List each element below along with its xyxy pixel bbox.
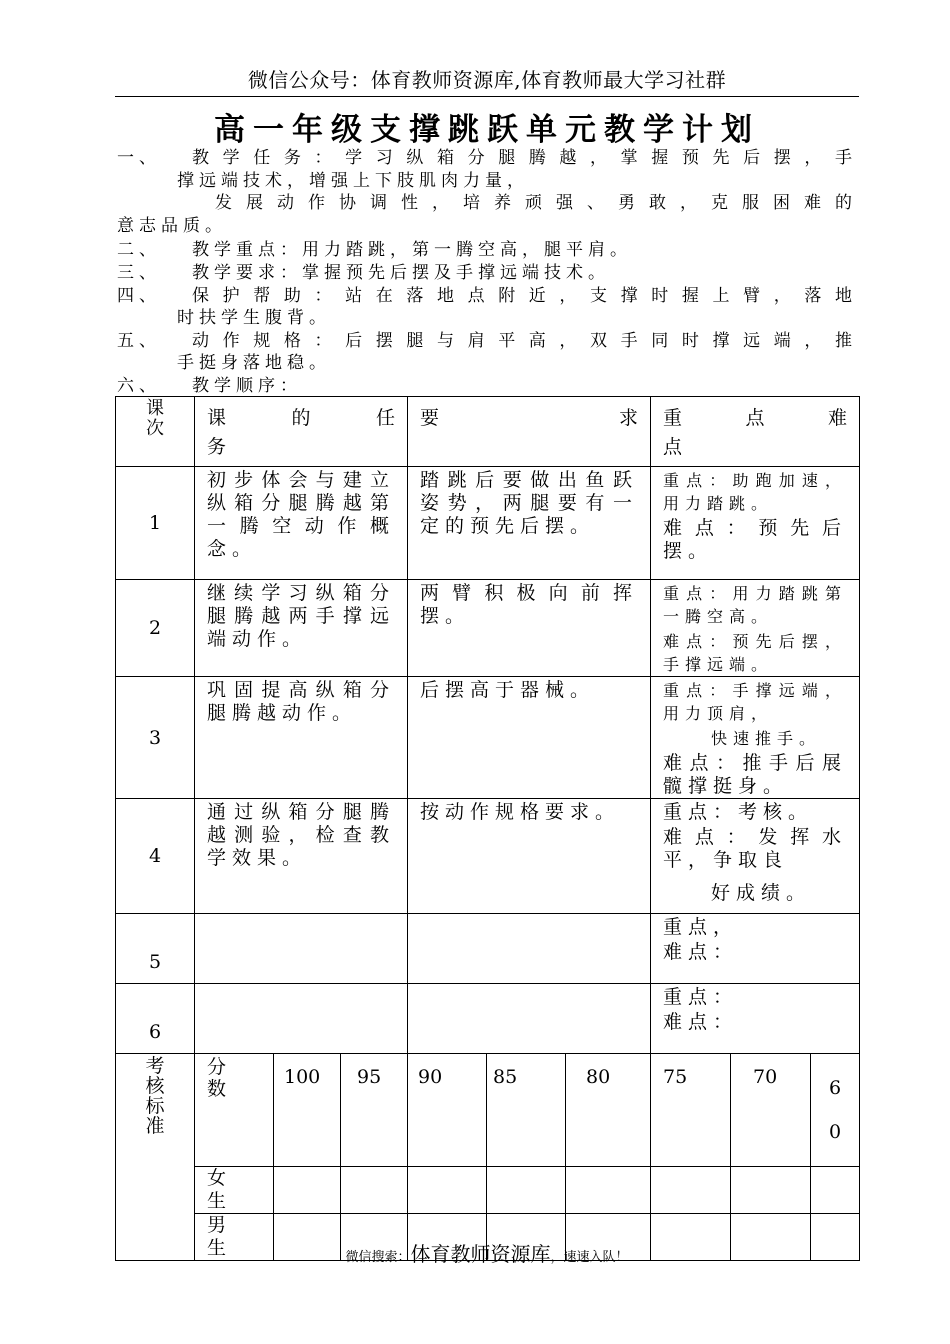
female-row — [116, 1167, 860, 1214]
key-cell: 重点：手撑远端，用力顶肩， 快速推手。 难点：推手后展髋撑挺身。 — [651, 677, 860, 799]
section-1-label: 一、 — [117, 148, 161, 168]
score-value: 70 — [731, 1054, 811, 1167]
table-row — [116, 677, 860, 799]
task-cell: 初步体会与建立纵箱分腿腾越第一腾空动作概念。 — [195, 467, 408, 580]
section-4-cont: 时扶学生腹背。 — [177, 308, 331, 328]
section-1-cont: 撑远端技术，增强上下肢肌肉力量， — [177, 171, 529, 191]
score-value: 100 — [274, 1054, 341, 1167]
header-lesson: 课次 — [116, 397, 195, 467]
table-row — [116, 984, 860, 1054]
task-cell: 通过纵箱分腿腾越测验，检查教学效果。 — [195, 799, 408, 914]
requirement-cell: 踏跳后要做出鱼跃姿势，两腿要有一定的预先后摆。 — [408, 467, 651, 580]
section-4-label: 四、 — [117, 286, 161, 306]
score-value: 90 — [408, 1054, 487, 1167]
lesson-number: 2 — [116, 580, 195, 677]
table-row — [116, 580, 860, 677]
key-cell: 重点：用力踏跳第一腾空高。 难点：预先后摆，手撑远端。 — [651, 580, 860, 677]
key-cell: 重点：考核。 难点：发挥水平，争取良 好成绩。 — [651, 799, 860, 914]
lesson-number: 6 — [116, 984, 195, 1054]
section-2-text: 教学重点：用力踏跳，第一腾空高，腿平肩。 — [192, 240, 632, 260]
score-row — [116, 1054, 860, 1167]
section-1-cont2: 发展动作协调性，培养顽强、勇敢，克服困难的 — [215, 193, 857, 213]
teaching-plan-table — [115, 396, 860, 1261]
header-key-difficulty: 重 点 难 点 — [651, 397, 860, 467]
score-value: 60 — [811, 1054, 860, 1167]
table-header-row — [116, 397, 860, 467]
section-1-text: 教学任务：学习纵箱分腿腾越，掌握预先后摆，手 — [192, 148, 857, 168]
section-5-cont: 手挺身落地稳。 — [177, 353, 331, 373]
score-value: 85 — [487, 1054, 566, 1167]
table-row — [116, 799, 860, 914]
page-header: 微信公众号：体育教师资源库,体育教师最大学习社群 — [247, 68, 727, 92]
key-cell: 重点： 难点： — [651, 984, 860, 1054]
header-requirement: 要 求 — [408, 397, 651, 467]
page-footer — [115, 1238, 859, 1267]
lesson-number: 5 — [116, 914, 195, 984]
key-cell: 重点：助跑加速，用力踏跳。 难点：预先后摆。 — [651, 467, 860, 580]
section-1-cont3: 意志品质。 — [117, 216, 227, 236]
lesson-number: 3 — [116, 677, 195, 799]
section-6-text: 教学顺序： — [192, 376, 302, 396]
assessment-label: 考核标准 — [116, 1054, 195, 1261]
requirement-cell: 后摆高于器械。 — [408, 677, 651, 799]
document-title: 高一年级支撑跳跃单元教学计划 — [214, 112, 760, 148]
male-label: 男生 — [195, 1214, 274, 1261]
requirement-cell — [408, 914, 651, 984]
header-divider — [115, 96, 859, 97]
section-5-label: 五、 — [117, 331, 161, 351]
table-row — [116, 467, 860, 580]
requirement-cell: 两臂积极向前挥摆。 — [408, 580, 651, 677]
footer-prefix: 微信搜索： — [345, 1250, 411, 1265]
score-value: 75 — [651, 1054, 731, 1167]
lesson-number: 1 — [116, 467, 195, 580]
requirement-cell: 按动作规格要求。 — [408, 799, 651, 914]
header-task: 课 的 任 务 — [195, 397, 408, 467]
score-label: 分数 — [195, 1054, 274, 1167]
score-value: 80 — [566, 1054, 651, 1167]
footer-suffix: ，速速入队！ — [550, 1250, 629, 1265]
section-2-label: 二、 — [117, 240, 161, 260]
section-5-text: 动作规格：后摆腿与肩平高，双手同时撑远端，推 — [192, 331, 857, 351]
score-value: 95 — [341, 1054, 408, 1167]
section-3-label: 三、 — [117, 263, 161, 283]
task-cell — [195, 984, 408, 1054]
female-label: 女生 — [195, 1167, 274, 1214]
lesson-number: 4 — [116, 799, 195, 914]
task-cell: 继续学习纵箱分腿腾越两手撑远端动作。 — [195, 580, 408, 677]
task-cell: 巩固提高纵箱分腿腾越动作。 — [195, 677, 408, 799]
section-3-text: 教学要求：掌握预先后摆及手撑远端技术。 — [192, 263, 610, 283]
section-6-label: 六、 — [117, 376, 161, 396]
key-cell: 重点， 难点： — [651, 914, 860, 984]
section-4-text: 保护帮助：站在落地点附近，支撑时握上臂，落地 — [192, 286, 857, 306]
task-cell — [195, 914, 408, 984]
requirement-cell — [408, 984, 651, 1054]
footer-brand: 体育教师资源库 — [410, 1242, 551, 1266]
table-row — [116, 914, 860, 984]
